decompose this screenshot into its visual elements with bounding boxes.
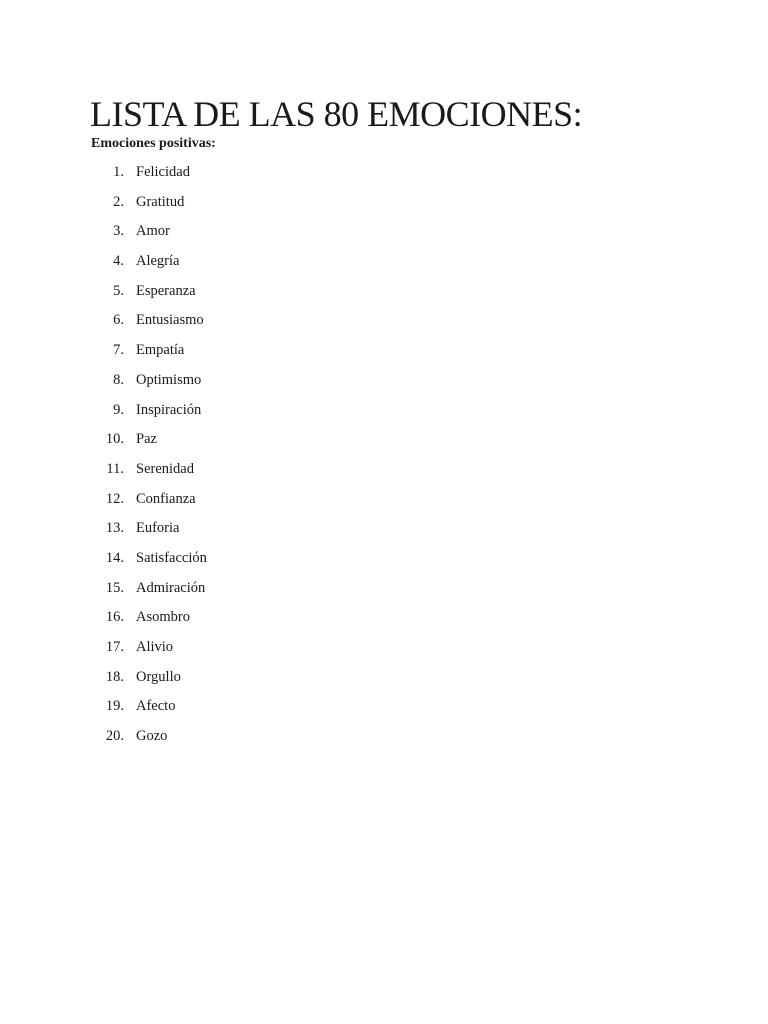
list-item-label: Gratitud <box>136 193 185 210</box>
list-item-number: 18. <box>105 668 124 685</box>
list-item-number: 9. <box>113 401 124 418</box>
list-item-label: Afecto <box>136 698 176 715</box>
list-item-label: Inspiración <box>136 401 202 418</box>
list-item-number: 3. <box>113 223 124 240</box>
list-item-label: Admiración <box>136 579 206 596</box>
list-item-number: 16. <box>105 609 124 626</box>
list-item-number: 6. <box>113 312 124 329</box>
section-heading: Emociones positivas: <box>91 136 216 151</box>
list-item-label: Esperanza <box>136 282 196 299</box>
list-item-label: Entusiasmo <box>136 312 204 329</box>
list-item-label: Alivio <box>136 639 174 655</box>
list-item-label: Felicidad <box>136 164 190 180</box>
list-item-label: Satisfacción <box>136 549 207 566</box>
list-item-number: 17. <box>105 639 124 655</box>
list-item-number: 2. <box>113 193 124 210</box>
list-item-number: 14. <box>105 549 124 566</box>
list-item-label: Paz <box>136 431 157 448</box>
list-item-number: 12. <box>105 490 124 507</box>
list-item-number: 5. <box>113 282 124 299</box>
list-item-label: Serenidad <box>136 460 194 477</box>
list-item-number: 4. <box>113 253 124 270</box>
list-item-number: 20. <box>105 728 124 745</box>
list-item-label: Optimismo <box>136 371 202 388</box>
list-item-number: 11. <box>106 460 124 477</box>
list-item-number: 15. <box>105 579 124 596</box>
list-item-label: Orgullo <box>136 668 181 685</box>
list-item-label: Euforia <box>136 520 180 537</box>
list-item-number: 13. <box>105 520 124 537</box>
list-item-number: 8. <box>113 371 124 388</box>
list-item-label: Alegría <box>136 253 180 270</box>
list-item-number: 19. <box>105 698 124 715</box>
list-item-label: Asombro <box>136 609 190 626</box>
page-title: LISTA DE LAS 80 EMOCIONES: <box>90 94 583 134</box>
list-item-number: 1. <box>113 164 124 180</box>
list-item-label: Gozo <box>136 728 168 745</box>
list-item-label: Confianza <box>136 490 196 507</box>
list-item-number: 7. <box>113 342 124 359</box>
list-item-number: 10. <box>105 431 124 448</box>
list-item-label: Amor <box>136 223 170 240</box>
list-item-label: Empatía <box>136 342 185 359</box>
